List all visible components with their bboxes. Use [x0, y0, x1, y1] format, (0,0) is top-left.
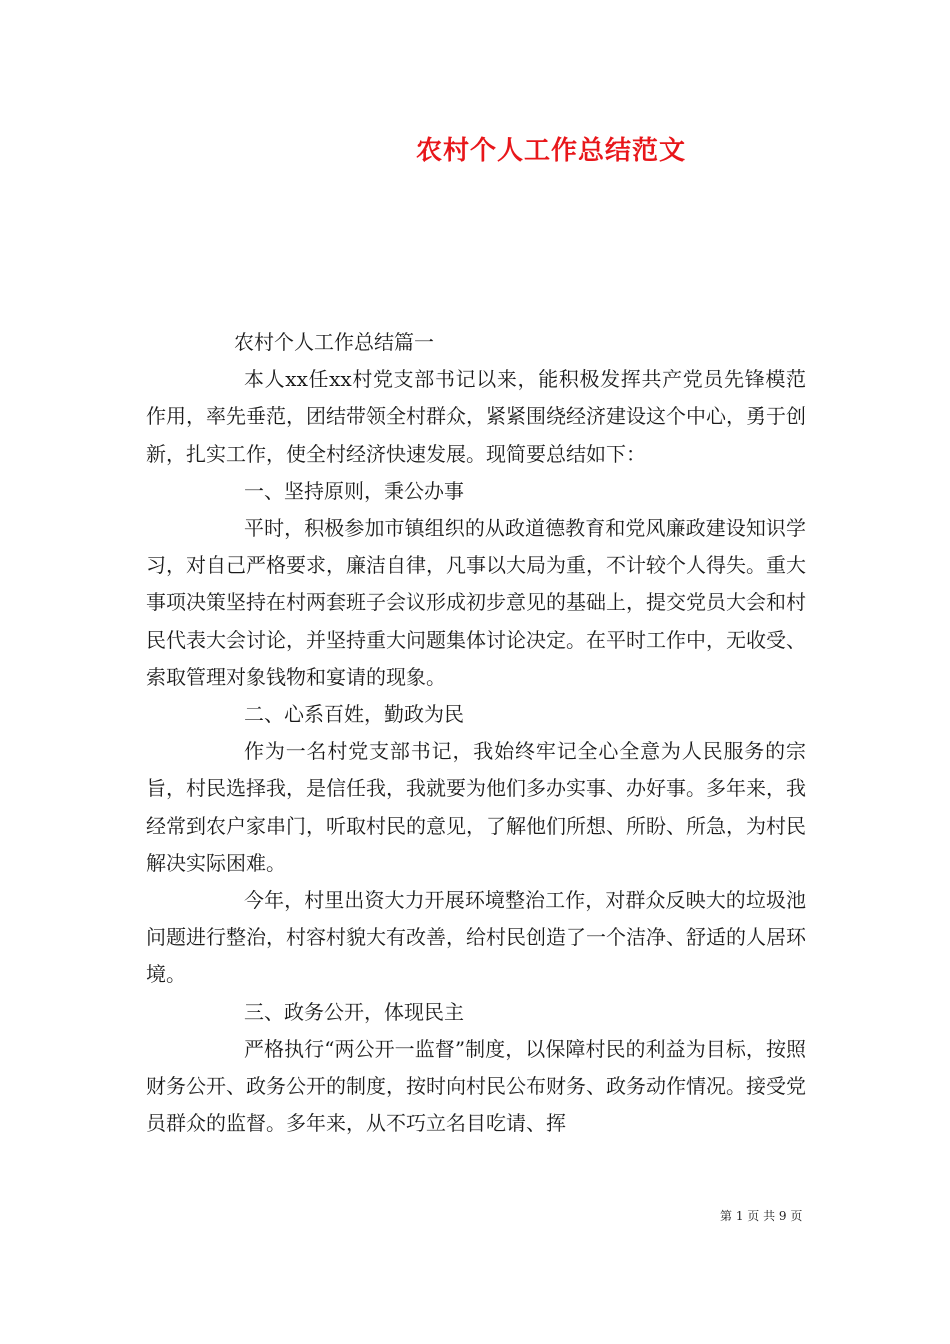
document-title: [0, 130, 950, 167]
page-footer: 第 1 页 共 9 页: [720, 1209, 803, 1223]
section-heading: 一、坚持原则，秉公办事: [244, 478, 464, 503]
body-paragraph: 本人xx任xx村党支部书记以来，能积极发挥共产党员先锋模范作用，率先垂范，团结带领全村群众，紧紧围绕经济建设这个中心，勇于创新，扎实工作，使全村经济快速发展。现简要总结如下：: [146, 367, 806, 466]
section-subtitle: 农村个人工作总结篇一: [234, 330, 434, 354]
body-paragraph: 今年，村里出资大力开展环境整治工作，对群众反映大的垃圾池问题进行整治，村容村貌大有改善，给村民创造了一个洁净、舒适的人居环境。: [146, 888, 806, 987]
body-paragraph: 平时，积极参加市镇组织的从政道德教育和党风廉政建设知识学习，对自己严格要求，廉洁自律，凡事以大局为重，不计较个人得失。重大事项决策坚持在村两套班子会议形成初步意见的基础上，提交党员大会和村民代表大会讨论，并坚持重大问题集体讨论决定。在平时工作中，无收受、索取管理对象钱物和宴请的现象。: [146, 516, 806, 689]
section-heading: 三、政务公开，体现民主: [244, 999, 464, 1024]
body-paragraph: 作为一名村党支部书记，我始终牢记全心全意为人民服务的宗旨，村民选择我，是信任我，我就要为他们多办实事、办好事。多年来，我经常到农户家串门，听取村民的意见，了解他们所想、所盼、所急，为村民解决实际困难。: [146, 739, 806, 875]
document-body: [146, 324, 806, 1142]
section-heading: 二、心系百姓，勤政为民: [244, 702, 464, 727]
body-paragraph: 严格执行“两公开一监督”制度，以保障村民的利益为目标，按照财务公开、政务公开的制度，按时向村民公布财务、政务动作情况。接受党员群众的监督。多年来，从不巧立名目吃请、挥: [146, 1036, 806, 1136]
document-title-text: 农村个人工作总结范文: [415, 136, 686, 166]
